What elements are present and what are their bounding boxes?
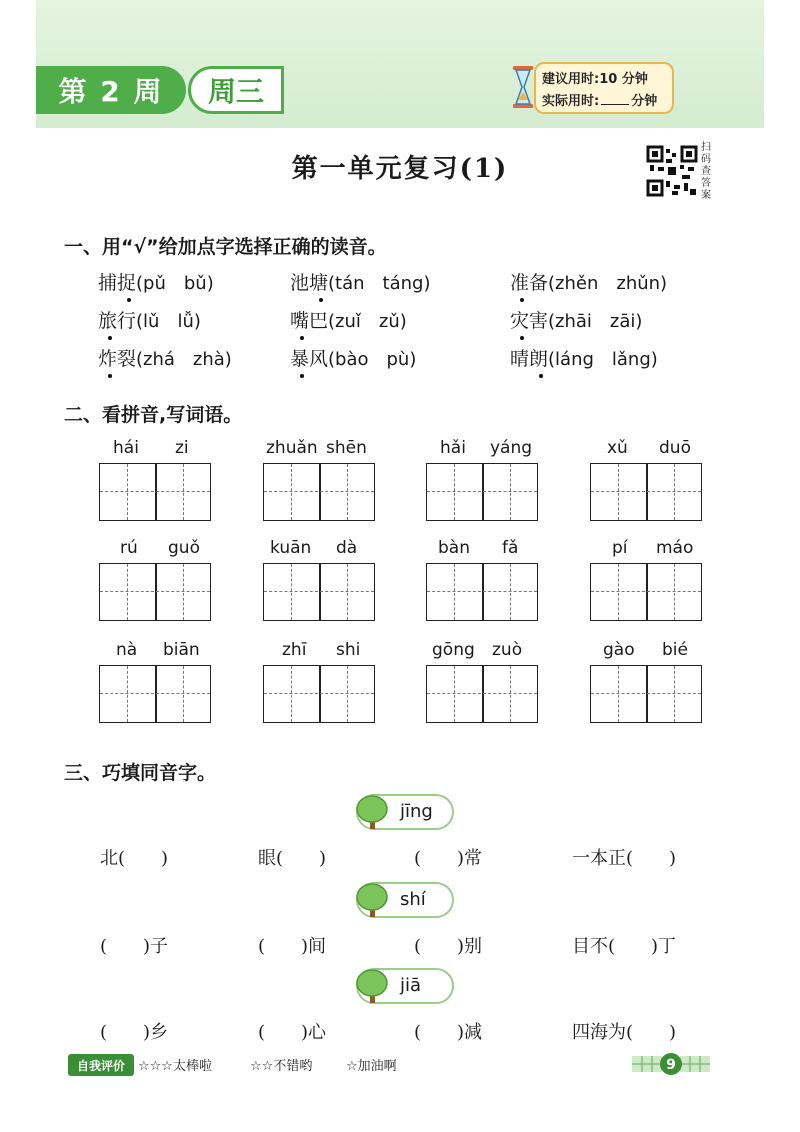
pinyin-label: zhuǎn (266, 438, 318, 458)
s1-pinyin[interactable]: (bào pù) (328, 349, 417, 370)
pinyin-tag (356, 794, 454, 830)
section3-title: 三、巧填同音字。 (64, 762, 217, 784)
pinyin-label: dà (336, 538, 358, 558)
s1-item (98, 344, 232, 371)
s1-item (290, 306, 407, 333)
pinyin-tag (356, 882, 454, 918)
s1-word: 准备 (510, 272, 549, 294)
emphasis-dot (520, 336, 524, 340)
pinyin-label: duō (659, 438, 691, 458)
emphasis-dot (520, 298, 524, 302)
emphasis-dot (108, 374, 112, 378)
self-eval-badge: 自我评价 (68, 1054, 134, 1076)
star-icon: ☆ (346, 1059, 358, 1074)
actual-time-suffix: 分钟 (631, 94, 658, 109)
pinyin-label: pí (612, 538, 628, 558)
s1-word: 旅行 (98, 310, 137, 332)
writing-box[interactable] (426, 665, 538, 723)
s1-pinyin[interactable]: (pǔ bǔ) (136, 273, 214, 294)
writing-box[interactable] (590, 563, 702, 621)
star-icon: ☆☆☆ (138, 1059, 173, 1074)
fill-item[interactable]: ( )常 (414, 848, 483, 869)
s1-word: 暴风 (290, 348, 329, 370)
writing-box[interactable] (590, 463, 702, 521)
rating-good[interactable] (250, 1055, 312, 1074)
s1-item (290, 344, 416, 371)
s1-word: 嘴巴 (290, 310, 329, 332)
section1-title: 一、用“√”给加点字选择正确的读音。 (64, 236, 387, 258)
tag-pinyin: jīng (400, 801, 433, 822)
pinyin-label: zi (175, 438, 189, 458)
section2-title: 二、看拼音,写词语。 (64, 404, 243, 426)
s1-pinyin[interactable]: (zuǐ zǔ) (328, 311, 407, 332)
rating-great[interactable] (138, 1055, 212, 1074)
s1-item (98, 268, 214, 295)
s1-word: 晴朗 (510, 348, 549, 370)
s1-pinyin[interactable]: (láng lǎng) (548, 349, 658, 370)
emphasis-dot (539, 374, 543, 378)
rating-ok[interactable] (346, 1055, 397, 1074)
actual-time-prefix: 实际用时: (542, 94, 600, 109)
fill-item[interactable]: 北( ) (100, 848, 169, 869)
s1-item (510, 344, 658, 371)
s1-pinyin[interactable]: (tán táng) (328, 273, 431, 294)
pinyin-label: guǒ (168, 538, 200, 558)
fill-item[interactable]: ( )间 (258, 936, 327, 957)
s1-item (98, 306, 201, 333)
tag-pinyin: shí (400, 889, 426, 910)
pinyin-label: bàn (438, 538, 470, 558)
pinyin-label: zuò (492, 640, 523, 660)
s1-word: 捕捉 (98, 272, 137, 294)
pinyin-label: shēn (326, 438, 367, 458)
s1-item (510, 306, 642, 333)
fill-item[interactable]: 眼( ) (258, 848, 327, 869)
emphasis-dot (319, 298, 323, 302)
fill-item[interactable]: 四海为( ) (572, 1022, 677, 1043)
emphasis-dot (127, 298, 131, 302)
s1-word: 池塘 (290, 272, 329, 294)
s1-word: 灾害 (510, 310, 549, 332)
writing-box[interactable] (263, 563, 375, 621)
fill-item[interactable]: ( )别 (414, 936, 483, 957)
rating-good-label: 不错哟 (273, 1059, 313, 1074)
fill-item[interactable]: ( )乡 (100, 1022, 169, 1043)
pinyin-tag (356, 968, 454, 1004)
actual-time (542, 90, 657, 109)
pinyin-label: zhī (282, 640, 307, 660)
pinyin-label: gào (603, 640, 635, 660)
pinyin-label: nà (116, 640, 138, 660)
pinyin-label: fǎ (502, 538, 519, 558)
fill-item[interactable]: ( )心 (258, 1022, 327, 1043)
writing-box[interactable] (590, 665, 702, 723)
pinyin-label: máo (656, 538, 694, 558)
page-number-badge (632, 1052, 710, 1076)
pinyin-label: hǎi (440, 438, 466, 458)
s1-pinyin[interactable]: (lǔ lǚ) (136, 311, 201, 332)
writing-box[interactable] (99, 665, 211, 723)
fill-item[interactable]: 一本正( ) (572, 848, 677, 869)
tree-icon (352, 880, 392, 920)
qr-code-icon[interactable] (646, 145, 698, 197)
s1-word: 炸裂 (98, 348, 137, 370)
tree-icon (352, 966, 392, 1006)
tree-icon (352, 792, 392, 832)
pinyin-label: biān (163, 640, 200, 660)
writing-box[interactable] (263, 665, 375, 723)
writing-box[interactable] (426, 463, 538, 521)
emphasis-dot (300, 374, 304, 378)
writing-box[interactable] (263, 463, 375, 521)
s1-pinyin[interactable]: (zhá zhà) (136, 349, 232, 370)
fill-item[interactable]: 目不( )丁 (572, 936, 677, 957)
rating-great-label: 太棒啦 (172, 1059, 212, 1074)
pinyin-label: kuān (270, 538, 312, 558)
pinyin-label: rú (120, 538, 138, 558)
pinyin-label: yáng (490, 438, 533, 458)
fill-item[interactable]: ( )减 (414, 1022, 483, 1043)
rating-ok-label: 加油啊 (357, 1059, 397, 1074)
pinyin-label: gōng (432, 640, 475, 660)
s1-item (510, 268, 667, 295)
hourglass-icon (510, 64, 536, 110)
tag-pinyin: jiā (400, 975, 422, 996)
writing-box[interactable] (99, 463, 211, 521)
suggested-time: 建议用时:10 分钟 (542, 72, 648, 87)
qr-caption: 扫码查答案 (701, 142, 711, 201)
star-icon: ☆☆ (250, 1059, 274, 1074)
pinyin-label: bié (662, 640, 688, 660)
week-label: 第 2 周 (36, 66, 186, 114)
s1-item (290, 268, 430, 295)
pinyin-label: hái (113, 438, 139, 458)
fill-item[interactable]: ( )子 (100, 936, 169, 957)
s1-pinyin[interactable]: (zhāi zāi) (548, 311, 643, 332)
day-label: 周三 (188, 66, 284, 114)
pinyin-label: xǔ (607, 438, 628, 458)
writing-box[interactable] (99, 563, 211, 621)
page-number: 9 (666, 1057, 676, 1073)
writing-box[interactable] (426, 563, 538, 621)
page-title: 第一单元复习(1) (291, 154, 509, 184)
pinyin-label: shi (336, 640, 361, 660)
emphasis-dot (300, 336, 304, 340)
emphasis-dot (108, 336, 112, 340)
actual-time-blank[interactable] (601, 94, 629, 105)
s1-pinyin[interactable]: (zhěn zhǔn) (548, 273, 668, 294)
